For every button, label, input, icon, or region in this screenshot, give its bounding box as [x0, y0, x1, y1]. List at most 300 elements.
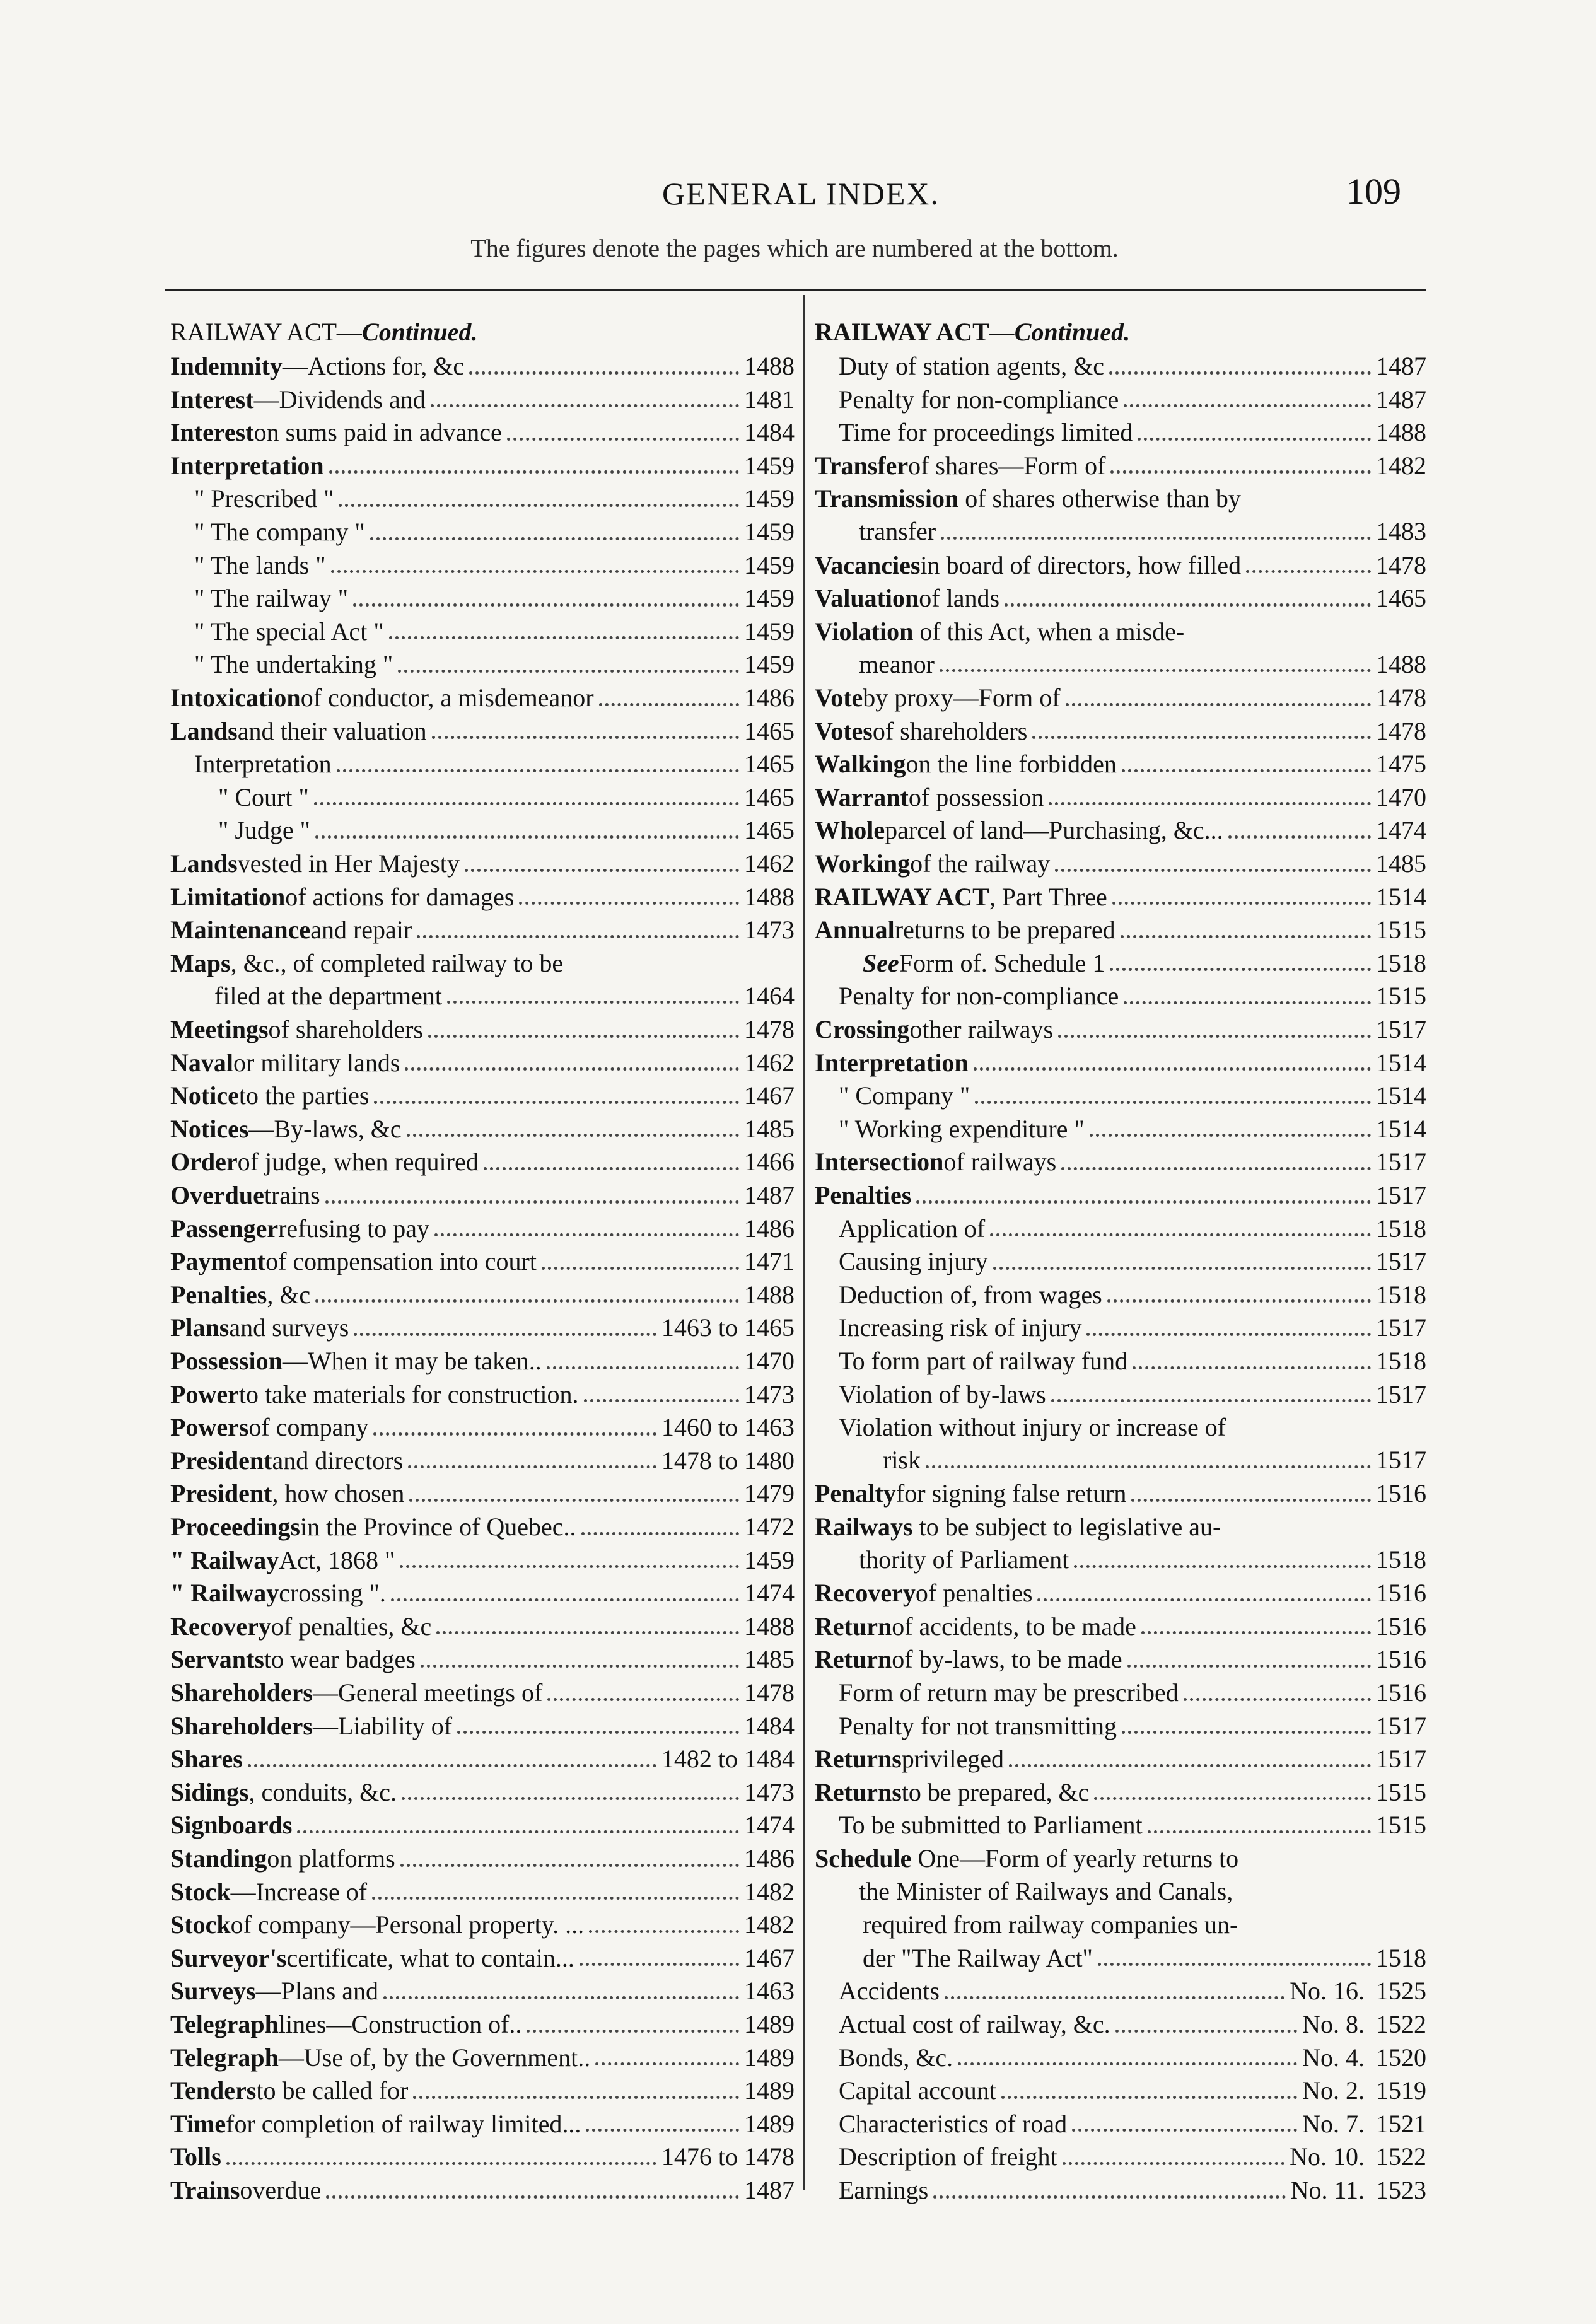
entry-page-number: 1488	[744, 1612, 795, 1641]
entry-page-number: 1488	[744, 1280, 795, 1309]
index-entry	[170, 2174, 795, 2207]
entry-keyword: Return	[815, 1612, 892, 1641]
entry-keyword: Recovery	[815, 1579, 916, 1608]
entry-keyword: Penalty	[815, 1479, 896, 1508]
entry-text: of accidents, to be made	[892, 1612, 1136, 1641]
entry-text: " Company "	[839, 1081, 970, 1110]
dot-leader	[373, 1432, 656, 1436]
entry-keyword: " Railway	[170, 1579, 279, 1608]
entry-text: of company	[248, 1413, 369, 1442]
entry-keyword: Transfer	[815, 451, 909, 480]
entry-text: —Increase of	[230, 1877, 368, 1906]
entry-keyword: Telegraph	[170, 2010, 279, 2038]
entry-page-number: 1518	[1376, 1280, 1426, 1309]
entry-page-number: 1478 to 1480	[661, 1446, 795, 1475]
dot-leader	[391, 1598, 739, 1601]
entry-first-line	[170, 947, 795, 980]
entry-keyword: Violation	[815, 617, 914, 646]
entry-first-line	[815, 1842, 1426, 1875]
entry-text: " Judge "	[218, 816, 310, 845]
dot-leader	[1055, 869, 1371, 872]
entry-keyword: Powers	[170, 1413, 249, 1442]
dot-leader	[589, 1930, 739, 1933]
entry-page-number: 1459	[744, 518, 795, 546]
entry-keyword: Crossing	[815, 1015, 910, 1043]
entry-page-number: 1459	[744, 584, 795, 613]
entry-page-number: 1518	[1376, 1545, 1426, 1574]
entry-page-number: 1473	[744, 1380, 795, 1409]
entry-page-number: 1519	[1376, 2076, 1426, 2105]
dot-leader	[370, 537, 739, 540]
entry-continuation-line	[815, 515, 1426, 548]
entry-keyword: President	[170, 1446, 272, 1475]
entry-text: trains	[264, 1181, 320, 1209]
entry-page-number: 1517	[1376, 1745, 1426, 1774]
entry-continuation-text: the Minister of Railways and Canals,	[859, 1877, 1233, 1905]
entry-text: to take materials for construction.	[238, 1380, 579, 1409]
entry-keyword: Maps	[170, 948, 231, 977]
entry-keyword: Intersection	[815, 1147, 944, 1177]
index-entry	[815, 1643, 1426, 1676]
entry-text: " Working expenditure "	[839, 1114, 1085, 1143]
dot-leader	[325, 1200, 739, 1204]
dot-leader	[1133, 1366, 1371, 1369]
entry-text: Penalty for non-compliance	[839, 385, 1119, 414]
entry-text: on the line forbidden	[906, 750, 1117, 779]
entry-keyword: Payment	[170, 1247, 266, 1276]
entry-keyword: Surveyor's	[170, 1943, 287, 1972]
entry-text: " Prescribed "	[194, 484, 334, 513]
entry-text: parcel of land—Purchasing, &c...	[885, 816, 1223, 845]
index-entry	[815, 350, 1426, 383]
index-entry	[170, 615, 795, 648]
dot-leader	[374, 1101, 739, 1104]
index-entry	[170, 1776, 795, 1809]
index-entry	[815, 416, 1426, 449]
entry-text: certificate, what to contain...	[286, 1943, 574, 1972]
entry-text: of the railway	[910, 849, 1051, 878]
index-entry	[815, 682, 1426, 714]
entry-page-number: 1517	[1376, 1247, 1426, 1276]
entry-text: of by-laws, to be made	[892, 1645, 1122, 1674]
entry-keyword: Votes	[815, 716, 873, 745]
entry-page-number: 1473	[744, 1777, 795, 1806]
entry-keyword: Stock	[170, 1910, 231, 1939]
entry-page-number: 1467	[744, 1081, 795, 1110]
entry-page-number: 1489	[744, 2109, 795, 2138]
entry-keyword: Recovery	[170, 1612, 271, 1641]
entry-text: Time for proceedings limited	[839, 418, 1133, 447]
entry-page-number: 1489	[744, 2076, 795, 2105]
entry-keyword: Order	[170, 1147, 238, 1177]
dot-leader	[421, 1665, 739, 1668]
index-entry	[170, 1544, 795, 1577]
entry-continuation-line	[170, 980, 795, 1013]
dot-leader	[542, 1267, 739, 1270]
dot-leader	[507, 438, 739, 441]
index-entry	[170, 781, 795, 814]
dot-leader	[519, 902, 739, 905]
dot-leader	[941, 537, 1371, 540]
entry-keyword: Notice	[170, 1081, 239, 1110]
entry-keyword: Passenger	[170, 1214, 279, 1243]
entry-keyword: Telegraph	[170, 2043, 279, 2072]
index-entry	[170, 1876, 795, 1909]
entry-continuation-text: filed at the department	[214, 981, 442, 1010]
entry-keyword: Overdue	[170, 1181, 264, 1209]
index-entry	[170, 2074, 795, 2107]
dot-leader	[408, 1465, 656, 1468]
entry-text: Accidents	[839, 1977, 940, 2006]
entry-text: to the parties	[238, 1081, 370, 1110]
entry-text: Deduction of, from wages	[839, 1280, 1102, 1309]
dot-leader	[372, 1897, 739, 1900]
entry-keyword: Returns	[815, 1745, 902, 1774]
left-heading-continued: —Continued.	[337, 318, 478, 346]
entry-text: refusing to pay	[278, 1214, 430, 1243]
entry-text: Form of return may be prescribed	[839, 1678, 1179, 1707]
entry-page-number: 1463 to 1465	[661, 1313, 795, 1342]
entry-page-number: 1522	[1376, 2142, 1426, 2171]
dot-leader	[958, 2062, 1297, 2065]
entry-keyword: Power	[170, 1380, 239, 1409]
dot-leader	[389, 636, 739, 639]
entry-first-line	[839, 1411, 1426, 1444]
entry-keyword: Servants	[170, 1645, 264, 1674]
dot-leader	[400, 1864, 739, 1867]
entry-text: —When it may be taken..	[282, 1347, 542, 1375]
entry-page-number: 1487	[744, 1181, 795, 1209]
index-entry	[170, 1013, 795, 1046]
entry-page-number: 1459	[744, 650, 795, 679]
entry-keyword: Penalties	[815, 1181, 912, 1209]
index-entry	[815, 2008, 1426, 2041]
entry-page-number: 1518	[1376, 1943, 1426, 1972]
schedule-number: No. 16.	[1290, 1977, 1365, 2006]
entry-keyword: Vacancies	[815, 550, 921, 579]
entry-continuation-text: transfer	[859, 517, 936, 546]
entry-page-number: 1488	[1376, 649, 1426, 678]
entry-page-number: 1518	[1376, 948, 1426, 977]
entry-text: other railways	[909, 1015, 1054, 1043]
entry-text: of shares—Form of	[908, 451, 1106, 480]
index-entry	[815, 1776, 1426, 1809]
entry-keyword: Warrant	[815, 782, 909, 811]
entry-page-number: 1482	[744, 1877, 795, 1906]
index-entry	[815, 615, 1426, 681]
index-entry	[815, 2174, 1426, 2207]
entry-keyword: Working	[815, 849, 911, 878]
index-entry	[815, 847, 1426, 880]
entry-page-number: 1521	[1376, 2109, 1426, 2138]
index-entry	[815, 1411, 1426, 1477]
dot-leader	[353, 603, 739, 607]
dot-leader	[1124, 1001, 1371, 1004]
entry-keyword: Plans	[170, 1313, 230, 1342]
entry-text: Earnings	[839, 2176, 929, 2204]
entry-page-number: 1485	[744, 1114, 795, 1143]
entry-text: on sums paid in advance	[253, 418, 502, 447]
index-entry	[170, 1179, 795, 1212]
index-entry	[815, 814, 1426, 847]
entry-page-number: 1459	[744, 484, 795, 513]
entry-page-number: 1518	[1376, 1347, 1426, 1375]
index-entry	[815, 482, 1426, 548]
entry-keyword: Shareholders	[170, 1678, 313, 1707]
entry-text: of conductor, a misdemeanor	[300, 683, 594, 712]
entry-text: returns to be prepared	[894, 915, 1115, 944]
entry-text: —By-laws, &c	[248, 1114, 402, 1143]
entry-page-number: 1517	[1376, 1313, 1426, 1342]
index-entry	[815, 1909, 1426, 1941]
entry-keyword: Maintenance	[170, 915, 311, 944]
schedule-number: No. 10.	[1290, 2142, 1365, 2171]
entry-keyword: Tolls	[170, 2142, 221, 2171]
entry-keyword: Valuation	[815, 584, 919, 613]
entry-text: Violation of by-laws	[839, 1380, 1046, 1409]
dot-leader	[331, 570, 739, 573]
index-entry	[170, 582, 795, 615]
entry-page-number: 1484	[744, 1711, 795, 1740]
index-entry	[170, 549, 795, 582]
entry-keyword: Possession	[170, 1347, 283, 1375]
entry-text: of railways	[943, 1147, 1057, 1177]
index-entry	[170, 350, 795, 383]
index-entry	[170, 881, 795, 914]
entry-text: Actual cost of railway, &c.	[839, 2010, 1110, 2038]
index-entry	[170, 416, 795, 449]
dot-leader	[1005, 603, 1371, 607]
index-entry	[170, 914, 795, 946]
entry-text: Form of. Schedule 1	[899, 948, 1105, 977]
entry-text: Duty of station agents, &c	[839, 352, 1105, 380]
index-entry	[815, 1079, 1426, 1112]
index-entry	[170, 482, 795, 515]
entry-page-number: 1476 to 1478	[661, 2142, 795, 2171]
index-entry	[170, 1212, 795, 1245]
entry-page-number: 1466	[744, 1147, 795, 1177]
index-entry	[815, 980, 1426, 1013]
entry-text: Violation without injury or increase of	[839, 1413, 1226, 1442]
entry-page-number: 1463	[744, 1977, 795, 2006]
entry-page-number: 1516	[1376, 1579, 1426, 1608]
index-entry	[170, 1047, 795, 1079]
entry-keyword: Interpretation	[815, 1048, 969, 1077]
dot-leader	[1072, 2129, 1297, 2132]
dot-leader	[484, 1167, 739, 1170]
entry-text: crossing ".	[279, 1579, 386, 1608]
dot-leader	[428, 1035, 739, 1038]
entry-text: of shareholders	[268, 1015, 423, 1043]
dot-leader	[945, 1996, 1284, 1999]
entry-text: , how chosen	[272, 1479, 405, 1508]
entry-keyword: Interpretation	[170, 451, 324, 480]
index-entry	[815, 1113, 1426, 1146]
entry-page-number: 1465	[1376, 584, 1426, 613]
index-entry	[170, 1477, 795, 1510]
entry-keyword: Meetings	[170, 1015, 269, 1043]
entry-text: and their valuation	[237, 716, 427, 745]
index-entry	[815, 1809, 1426, 1842]
index-entry	[815, 383, 1426, 416]
entry-page-number: 1482	[1376, 451, 1426, 480]
index-entry	[170, 1079, 795, 1112]
dot-leader	[1001, 2096, 1297, 2099]
dot-leader	[1109, 371, 1371, 375]
entry-page-number: 1482	[744, 1910, 795, 1939]
entry-page-number: 1465	[744, 716, 795, 745]
entry-page-number: 1517	[1376, 1380, 1426, 1409]
page-number: 109	[1346, 171, 1401, 212]
dot-leader	[1009, 1764, 1371, 1767]
schedule-number: No. 4.	[1302, 2043, 1365, 2072]
entry-text: —General meetings of	[312, 1678, 543, 1707]
dot-leader	[580, 1963, 739, 1966]
header-rule	[165, 289, 1426, 291]
entry-continuation-line	[815, 648, 1426, 681]
index-entry	[170, 1809, 795, 1842]
entry-first-line	[815, 615, 1426, 648]
entry-text: Increasing risk of injury	[839, 1313, 1082, 1342]
index-entry	[815, 1378, 1426, 1411]
entry-text: for signing false return	[895, 1479, 1127, 1508]
entry-text: and repair	[310, 915, 412, 944]
index-entry	[815, 1311, 1426, 1344]
index-entry	[170, 1643, 795, 1676]
entry-page-number: 1514	[1376, 1114, 1426, 1143]
entry-text: of company—Personal property. ...	[230, 1910, 585, 1939]
dot-leader	[337, 769, 739, 772]
entry-text: to be called for	[256, 2076, 409, 2105]
entry-page-number: 1478	[744, 1678, 795, 1707]
dot-leader	[315, 835, 739, 839]
dot-leader	[586, 2129, 739, 2132]
index-entry	[170, 1975, 795, 2007]
entry-keyword: Proceedings	[170, 1513, 300, 1541]
index-entry	[170, 814, 795, 847]
entry-keyword: President	[170, 1479, 272, 1508]
entry-text: of this Act, when a misde-	[913, 617, 1185, 646]
entry-page-number: 1459	[744, 550, 795, 579]
dot-leader	[1098, 1963, 1371, 1966]
entry-page-number: 1488	[744, 882, 795, 911]
index-entry	[815, 2042, 1426, 2074]
dot-leader	[599, 703, 739, 706]
entry-text: of lands	[919, 584, 1000, 613]
entry-keyword: Surveys	[170, 1977, 256, 2006]
dot-leader	[595, 2062, 739, 2065]
entry-page-number: 1489	[744, 2010, 795, 2038]
index-entry	[170, 1444, 795, 1477]
entry-text: and surveys	[229, 1313, 349, 1342]
entry-text: of compensation into court	[265, 1247, 537, 1276]
entry-page-number: 1478	[1376, 550, 1426, 579]
index-entry	[815, 1146, 1426, 1178]
right-column-heading	[815, 317, 1130, 347]
entry-text: Application of	[839, 1214, 986, 1243]
entry-page-number: 1473	[744, 915, 795, 944]
index-entry	[170, 715, 795, 748]
dot-leader	[314, 802, 739, 805]
entry-text: Act, 1868 "	[279, 1545, 395, 1574]
entry-page-number: 1479	[744, 1479, 795, 1508]
dot-leader	[916, 1200, 1371, 1204]
entry-page-number: 1459	[744, 1545, 795, 1574]
index-entry	[170, 1842, 795, 1875]
entry-page-number: 1486	[744, 683, 795, 712]
dot-leader	[547, 1698, 739, 1701]
dot-leader	[1063, 2162, 1285, 2165]
entry-text: on platforms	[267, 1844, 395, 1873]
entry-text: by proxy—Form of	[863, 683, 1061, 712]
index-entry	[170, 1710, 795, 1743]
dot-leader	[413, 2096, 739, 2099]
entry-keyword: Returns	[815, 1777, 902, 1806]
page-title: GENERAL INDEX.	[662, 176, 940, 211]
entry-page-number: 1472	[744, 1513, 795, 1541]
dot-leader	[326, 2195, 739, 2199]
index-entry	[815, 582, 1426, 615]
index-entry	[815, 1345, 1426, 1378]
dot-leader	[436, 1631, 739, 1634]
entry-page-number: 1516	[1376, 1645, 1426, 1674]
entry-page-number: 1462	[744, 1048, 795, 1077]
index-entry	[815, 1743, 1426, 1775]
entry-text: One—Form of yearly returns to	[911, 1844, 1239, 1873]
entry-page-number: 1471	[744, 1247, 795, 1276]
index-entry	[170, 2141, 795, 2173]
index-entry	[815, 549, 1426, 582]
entry-page-number: 1487	[1376, 385, 1426, 414]
index-entry	[170, 2042, 795, 2074]
dot-leader	[1115, 2030, 1298, 2033]
index-entry	[815, 1245, 1426, 1278]
dot-leader	[400, 1565, 739, 1568]
index-entry	[815, 2141, 1426, 2173]
index-entry	[815, 1013, 1426, 1046]
entry-text: " The undertaking "	[194, 650, 393, 679]
entry-keyword: Shares	[170, 1745, 243, 1774]
entry-text: Penalty for non-compliance	[839, 982, 1119, 1011]
entry-page-number: 1470	[1376, 782, 1426, 811]
entry-page-number: 1516	[1376, 1612, 1426, 1641]
entry-page-number: 1475	[1376, 750, 1426, 779]
entry-keyword: Tenders	[170, 2076, 257, 2105]
entry-page-number: 1484	[744, 418, 795, 447]
entry-page-number: 1523	[1376, 2176, 1426, 2204]
dot-leader	[1246, 570, 1371, 573]
index-entry	[170, 2008, 795, 2041]
entry-page-number: 1515	[1376, 1811, 1426, 1840]
index-entry	[815, 947, 1426, 980]
dot-leader	[432, 736, 739, 739]
dot-leader	[1090, 1134, 1371, 1137]
dot-leader	[1141, 1631, 1371, 1634]
dot-leader	[398, 670, 739, 673]
entry-page-number: 1462	[744, 849, 795, 878]
entry-text: to wear badges	[264, 1645, 416, 1674]
entry-keyword: Lands	[170, 716, 238, 745]
index-entry	[170, 1610, 795, 1643]
entry-keyword: Lands	[170, 849, 238, 878]
entry-page-number: 1489	[744, 2043, 795, 2072]
dot-leader	[1086, 1333, 1371, 1336]
dot-leader	[1032, 736, 1371, 739]
index-entry	[170, 1146, 795, 1178]
entry-page-number: 1517	[1376, 1446, 1426, 1475]
entry-page-number: 1515	[1376, 915, 1426, 944]
dot-leader	[1121, 935, 1371, 938]
